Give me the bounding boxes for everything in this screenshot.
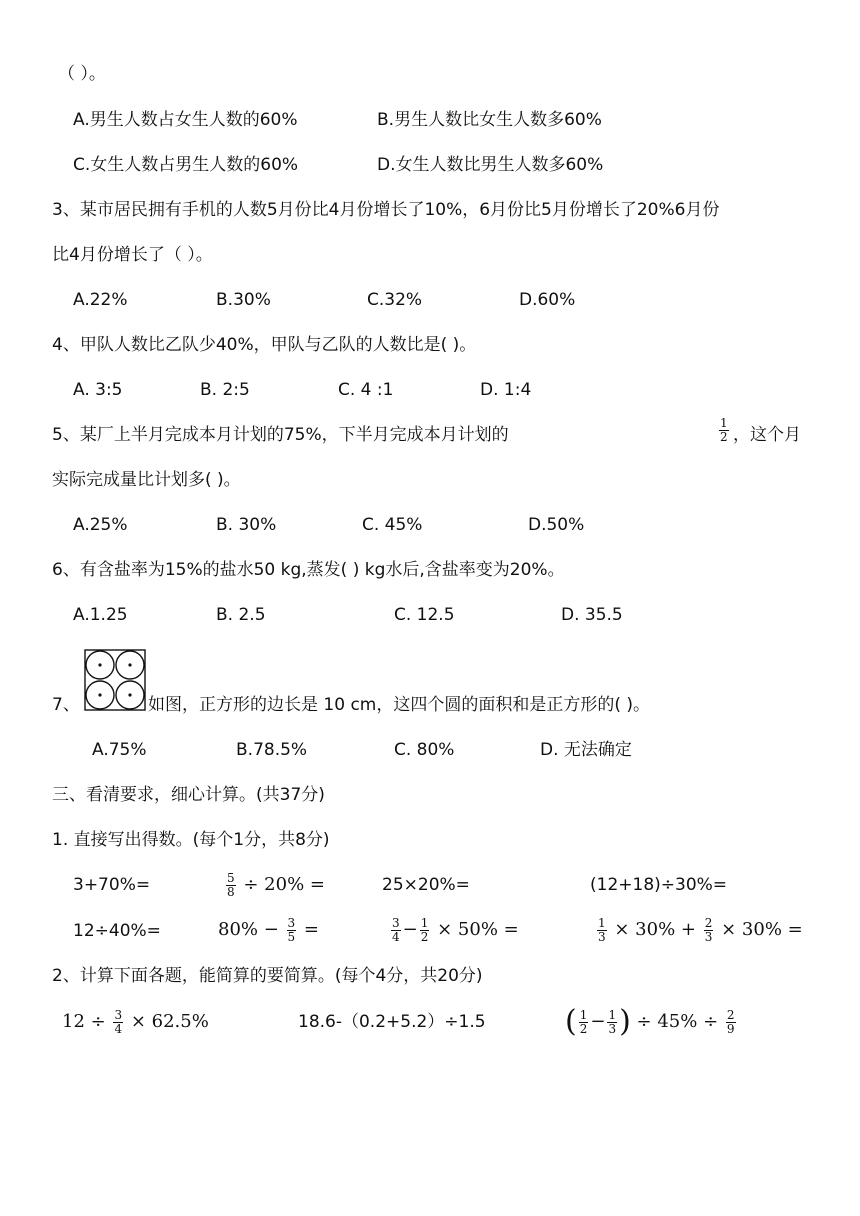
calc-r2c4 [595,913,803,947]
frac-numerator: 2 [704,915,713,930]
q7-option-c: C. 80% [394,740,455,760]
q3-line2: 比4月份增长了（ ）。 [52,245,213,265]
q5-option-c: C. 45% [362,515,423,535]
q6-option-d: D. 35.5 [561,605,623,625]
right-paren: ) [619,1004,631,1039]
frac-denominator: 3 [608,1021,617,1036]
frac-numerator: 1 [420,915,429,930]
expr-text: × 30% = [721,919,803,940]
q5-line2: 实际完成量比计划多( )。 [52,470,241,490]
q2-option-d: D.女生人数比男生人数多60% [377,155,604,175]
expr-text: − [402,919,418,940]
part1-title: 1. 直接写出得数。(每个1分，共8分) [52,830,330,850]
expr-text: × 50% = [437,919,519,940]
q2-option-a: A.男生人数占女生人数的60% [73,110,298,130]
expr-text: ÷ 45% ÷ [636,1011,719,1032]
q3-option-b: B.30% [216,290,271,310]
frac-numerator: 1 [598,915,606,930]
frac-denominator: 4 [114,1021,123,1036]
square-outline [85,650,145,710]
calc-r1c4: (12+18)÷30%= [590,875,728,895]
q6-option-b: B. 2.5 [216,605,266,625]
calc-r2c1: 12÷40%= [73,921,161,941]
q5-frac-numerator: 1 [720,416,728,430]
calc-r1c1: 3+70%= [73,875,151,895]
frac-denominator: 8 [227,884,235,899]
center-dot [128,693,131,696]
frac-denominator: 5 [287,929,296,944]
q5-option-d: D.50% [528,515,585,535]
expr-2: 18.6-（0.2+5.2）÷1.5 [298,1012,486,1032]
frac-numerator: 5 [227,870,235,885]
center-dot [98,663,101,666]
q2-option-c: C.女生人数占男生人数的60% [73,155,299,175]
calc-r1c3: 25×20%= [382,875,470,895]
q6-text: 6、有含盐率为15%的盐水50 kg,蒸发( ) kg水后,含盐率变为20%。 [52,560,565,580]
expr-text: × 62.5% [130,1011,209,1032]
expr-text: = [303,919,320,940]
q2-tail: （ ）。 [58,64,106,84]
frac-numerator: 1 [579,1007,588,1022]
q5-fraction [717,417,731,444]
q7-number: 7、 [52,695,80,715]
part2-title: 2、计算下面各题，能简算的要简算。(每个4分，共20分) [52,966,483,986]
q5-line1: 5、某厂上半月完成本月计划的75%，下半月完成本月计划的 [52,425,509,445]
frac-numerator: 2 [726,1007,735,1022]
q4-option-c: C. 4 :1 [338,380,394,400]
frac-denominator: 9 [726,1021,735,1036]
expr-3 [565,1003,738,1041]
frac-denominator: 2 [420,929,429,944]
frac-numerator: 1 [608,1007,617,1022]
section-3-heading: 三、看清要求，细心计算。(共37分) [52,785,325,805]
frac-numerator: 3 [114,1007,123,1022]
q7-text: 如图，正方形的边长是 10 cm，这四个圆的面积和是正方形的( )。 [148,695,651,715]
calc-r2c3 [389,913,519,947]
q4-option-b: B. 2:5 [200,380,250,400]
q5-option-a: A.25% [73,515,128,535]
calc-r2c2 [218,913,319,947]
q6-option-c: C. 12.5 [394,605,455,625]
q3-option-a: A.22% [73,290,128,310]
left-paren: ( [565,1004,577,1039]
expr-text: 12 ÷ [62,1011,106,1032]
q4-option-d: D. 1:4 [480,380,532,400]
q3-line1: 3、某市居民拥有手机的人数5月份比4月份增长了10%，6月份比5月份增长了20%6月份 [52,200,720,220]
center-dot [98,693,101,696]
q5-line1-end: ，这个月 [733,425,801,445]
frac-denominator: 3 [598,929,606,944]
q7-option-d: D. 无法确定 [540,740,632,760]
q6-option-a: A.1.25 [73,605,128,625]
frac-denominator: 4 [392,929,400,944]
q3-option-c: C.32% [367,290,423,310]
expr-1 [62,1005,209,1039]
q2-option-b: B.男生人数比女生人数多60% [377,110,602,130]
frac-denominator: 3 [704,929,713,944]
frac-denominator: 2 [579,1021,588,1036]
calc-r1c2 [224,868,325,902]
frac-numerator: 3 [392,915,400,930]
q7-option-b: B.78.5% [236,740,308,760]
q4-option-a: A. 3:5 [73,380,123,400]
q7-option-a: A.75% [92,740,147,760]
q5-option-b: B. 30% [216,515,277,535]
q3-option-d: D.60% [519,290,576,310]
expr-text: × 30% + [614,919,696,940]
expr-text: ÷ 20% = [243,874,325,895]
expr-text: 80% − [218,919,279,940]
q4-text: 4、甲队人数比乙队少40%，甲队与乙队的人数比是( )。 [52,335,477,355]
four-circles-square-figure [84,649,146,711]
expr-text: − [590,1011,606,1032]
q5-frac-denominator: 2 [720,430,728,444]
center-dot [128,663,131,666]
frac-numerator: 3 [287,915,296,930]
